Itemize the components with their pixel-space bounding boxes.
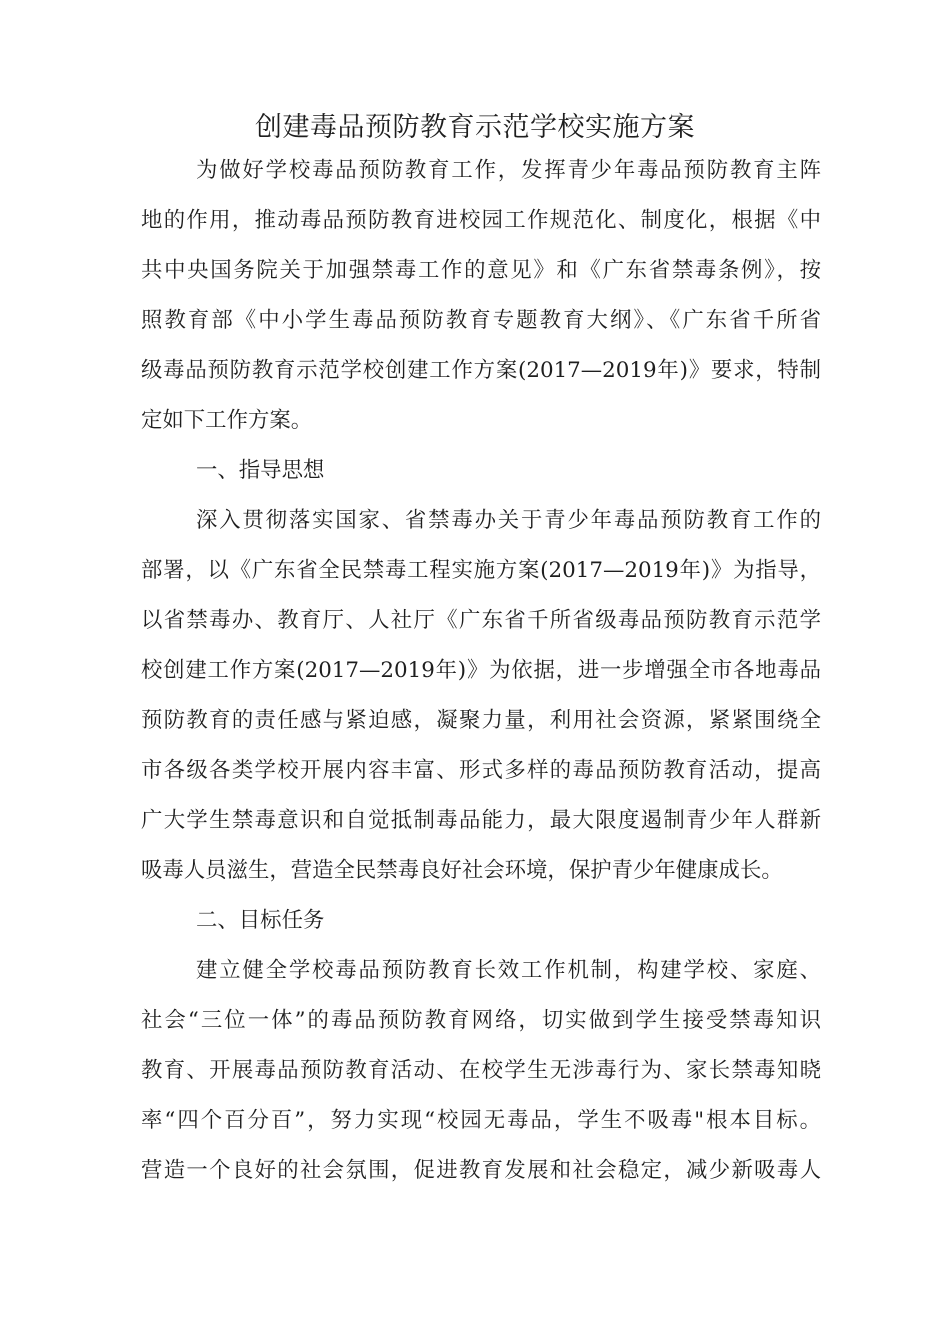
paragraph-line: 以省禁毒办、教育厅、人社厅《广东省千所省级毒品预防教育示范学	[141, 608, 821, 633]
section-heading-goals-tasks: 二、目标任务	[196, 908, 325, 933]
paragraph-line: 级毒品预防教育示范学校创建工作方案(2017—2019年)》要求，特制	[141, 358, 821, 383]
paragraph-line: 市各级各类学校开展内容丰富、形式多样的毒品预防教育活动，提高	[141, 758, 821, 783]
paragraph-line: 定如下工作方案。	[141, 408, 313, 433]
paragraph-line: 照教育部《中小学生毒品预防教育专题教育大纲》、《广东省千所省	[141, 308, 821, 333]
paragraph-line: 部署，以《广东省全民禁毒工程实施方案(2017—2019年)》为指导，	[141, 558, 821, 583]
document-title: 创建毒品预防教育示范学校实施方案	[255, 112, 695, 143]
paragraph-line: 共中央国务院关于加强禁毒工作的意见》和《广东省禁毒条例》，按	[141, 258, 821, 283]
paragraph-line: 吸毒人员滋生，营造全民禁毒良好社会环境，保护青少年健康成长。	[141, 858, 783, 883]
paragraph-line: 预防教育的责任感与紧迫感，凝聚力量，利用社会资源，紧紧围绕全	[141, 708, 821, 733]
paragraph-line: 为做好学校毒品预防教育工作，发挥青少年毒品预防教育主阵	[196, 158, 821, 183]
paragraph-line: 率“四个百分百”，努力实现“校园无毒品，学生不吸毒"根本目标。	[141, 1108, 821, 1133]
paragraph-line: 深入贯彻落实国家、省禁毒办关于青少年毒品预防教育工作的	[196, 508, 821, 533]
paragraph-line: 教育、开展毒品预防教育活动、在校学生无涉毒行为、家长禁毒知晓	[141, 1058, 821, 1083]
paragraph-line: 建立健全学校毒品预防教育长效工作机制，构建学校、家庭、	[196, 958, 821, 983]
paragraph-line: 地的作用，推动毒品预防教育进校园工作规范化、制度化，根据《中	[141, 208, 821, 233]
paragraph-line: 社会“三位一体”的毒品预防教育网络，切实做到学生接受禁毒知识	[141, 1008, 821, 1033]
paragraph-line: 校创建工作方案(2017—2019年)》为依据，进一步增强全市各地毒品	[141, 658, 821, 683]
paragraph-line: 营造一个良好的社会氛围，促进教育发展和社会稳定，减少新吸毒人	[141, 1158, 821, 1183]
paragraph-line: 广大学生禁毒意识和自觉抵制毒品能力，最大限度遏制青少年人群新	[141, 808, 821, 833]
section-heading-guiding-ideology: 一、指导思想	[196, 458, 325, 483]
